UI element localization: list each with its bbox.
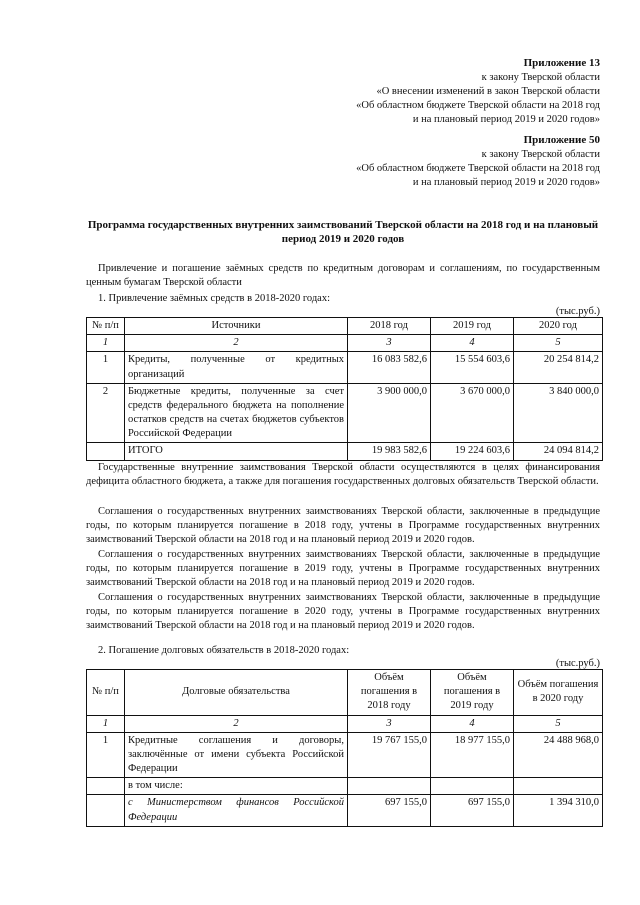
obligation-name: Кредитные соглашения и договоры, заключённые от имени субъекта Российской Федерации bbox=[125, 732, 348, 778]
repayment-table bbox=[86, 669, 603, 827]
source-name: Бюджетные кредиты, полученные за счет средств федерального бюджета на пополнение остатков средств на счетах бюджетов субъектов Российской Федерации bbox=[125, 383, 348, 443]
value-2020: 24 488 968,0 bbox=[514, 732, 603, 778]
numbering-cell: 2 bbox=[125, 335, 348, 352]
table-row bbox=[87, 778, 603, 795]
paragraph-2019: Соглашения о государственных внутренних заимствованиях Тверской области, заключенные в предыдущие годы, по которым планируется погашение в 2019 году, учтены в Программе государственных внутренних заимствований Тверской области на 2018 год и на плановый период 2019 и 2020 годов. bbox=[86, 549, 600, 589]
row-number: 2 bbox=[87, 383, 125, 443]
numbering-cell: 4 bbox=[431, 715, 514, 732]
numbering-cell: 4 bbox=[431, 335, 514, 352]
numbering-row bbox=[87, 335, 603, 352]
appendix-line: «Об областном бюджете Тверской области на 2018 год bbox=[356, 100, 600, 112]
value-2018: 3 900 000,0 bbox=[348, 383, 431, 443]
appendix-50-block bbox=[356, 133, 600, 190]
total-2019: 19 224 603,6 bbox=[431, 443, 514, 460]
intro-paragraph: Привлечение и погашение заёмных средств по кредитным договорам и соглашениям, по государственным ценным бумагам Тверской области bbox=[86, 263, 600, 289]
total-row bbox=[87, 443, 603, 460]
empty-cell bbox=[87, 795, 125, 826]
numbering-cell: 3 bbox=[348, 715, 431, 732]
col-header-2020: Объём погашения в 2020 году bbox=[514, 670, 603, 716]
col-header-2020: 2020 год bbox=[514, 318, 603, 335]
table-row bbox=[87, 732, 603, 778]
value-2019: 15 554 603,6 bbox=[431, 352, 514, 383]
source-name: Кредиты, полученные от кредитных организаций bbox=[125, 352, 348, 383]
unit-label: (тыс.руб.) bbox=[555, 306, 600, 317]
empty-cell bbox=[348, 778, 431, 795]
appendix-line: и на плановый период 2019 и 2020 годов» bbox=[412, 177, 600, 189]
section1-heading: 1. Привлечение заёмных средств в 2018-2020 годах: bbox=[98, 293, 331, 304]
appendix-line: «О внесении изменений в закон Тверской области bbox=[376, 86, 600, 98]
total-2020: 24 094 814,2 bbox=[514, 443, 603, 460]
value-2019: 697 155,0 bbox=[431, 795, 514, 826]
empty-cell bbox=[431, 778, 514, 795]
value-2019: 18 977 155,0 bbox=[431, 732, 514, 778]
value-2020: 1 394 310,0 bbox=[514, 795, 603, 826]
table-header-row bbox=[87, 318, 603, 335]
appendix-heading: Приложение 13 bbox=[523, 57, 600, 69]
col-header-sources: Источники bbox=[125, 318, 348, 335]
appendix-line: «Об областном бюджете Тверской области на 2018 год bbox=[356, 163, 600, 175]
table-header-row bbox=[87, 670, 603, 716]
empty-cell bbox=[514, 778, 603, 795]
total-empty-cell bbox=[87, 443, 125, 460]
numbering-row bbox=[87, 715, 603, 732]
paragraph-2018: Соглашения о государственных внутренних заимствованиях Тверской области, заключенные в предыдущие годы, по которым планируется погашение в 2018 году, учтены в Программе государственных внутренних заимствований Тверской области на 2018 год и на плановый период 2019 и 2020 годов. bbox=[86, 506, 600, 546]
col-header-2019: 2019 год bbox=[431, 318, 514, 335]
value-2020: 20 254 814,2 bbox=[514, 352, 603, 383]
section2-heading: 2. Погашение долговых обязательств в 2018-2020 годах: bbox=[98, 645, 350, 656]
appendix-13-block bbox=[356, 56, 600, 128]
appendix-line: и на плановый период 2019 и 2020 годов» bbox=[412, 114, 600, 126]
paragraph-purpose: Государственные внутренние заимствования Тверской области осуществляются в целях финансирования дефицита областного бюджета, а также для погашения государственных долговых обязательств Тверской области. bbox=[86, 462, 600, 488]
borrowing-table bbox=[86, 317, 603, 461]
appendix-line: к закону Тверской области bbox=[481, 71, 600, 83]
unit-label-2: (тыс.руб.) bbox=[555, 658, 600, 669]
appendix-heading: Приложение 50 bbox=[523, 134, 600, 146]
value-2019: 3 670 000,0 bbox=[431, 383, 514, 443]
obligation-name: с Министерством финансов Российской Федерации bbox=[125, 795, 348, 826]
col-header-obligations: Долговые обязательства bbox=[125, 670, 348, 716]
row-number: 1 bbox=[87, 352, 125, 383]
appendix-line: к закону Тверской области bbox=[481, 148, 600, 160]
table-row bbox=[87, 352, 603, 383]
col-header-2019: Объём погашения в 2019 году bbox=[431, 670, 514, 716]
empty-cell bbox=[87, 778, 125, 795]
col-header-2018: 2018 год bbox=[348, 318, 431, 335]
numbering-cell: 2 bbox=[125, 715, 348, 732]
numbering-cell: 5 bbox=[514, 715, 603, 732]
paragraph-2020: Соглашения о государственных внутренних заимствованиях Тверской области, заключенные в предыдущие годы, по которым планируется погашение в 2020 году, учтены в Программе государственных внутренних заимствований Тверской области на 2018 год и на плановый период 2019 и 2020 годов. bbox=[86, 592, 600, 632]
total-2018: 19 983 582,6 bbox=[348, 443, 431, 460]
document-title: Программа государственных внутренних заимствований Тверской области на 2018 год и на плановый период 2019 и 2020 годов bbox=[87, 219, 599, 246]
col-header-num: № п/п bbox=[87, 318, 125, 335]
numbering-cell: 1 bbox=[87, 715, 125, 732]
col-header-num: № п/п bbox=[87, 670, 125, 716]
value-2020: 3 840 000,0 bbox=[514, 383, 603, 443]
value-2018: 16 083 582,6 bbox=[348, 352, 431, 383]
numbering-cell: 5 bbox=[514, 335, 603, 352]
value-2018: 19 767 155,0 bbox=[348, 732, 431, 778]
total-label: ИТОГО bbox=[125, 443, 348, 460]
numbering-cell: 3 bbox=[348, 335, 431, 352]
col-header-2018: Объём погашения в 2018 году bbox=[348, 670, 431, 716]
table-row bbox=[87, 383, 603, 443]
table-row bbox=[87, 795, 603, 826]
numbering-cell: 1 bbox=[87, 335, 125, 352]
row-number: 1 bbox=[87, 732, 125, 778]
value-2018: 697 155,0 bbox=[348, 795, 431, 826]
including-label: в том числе: bbox=[125, 778, 348, 795]
